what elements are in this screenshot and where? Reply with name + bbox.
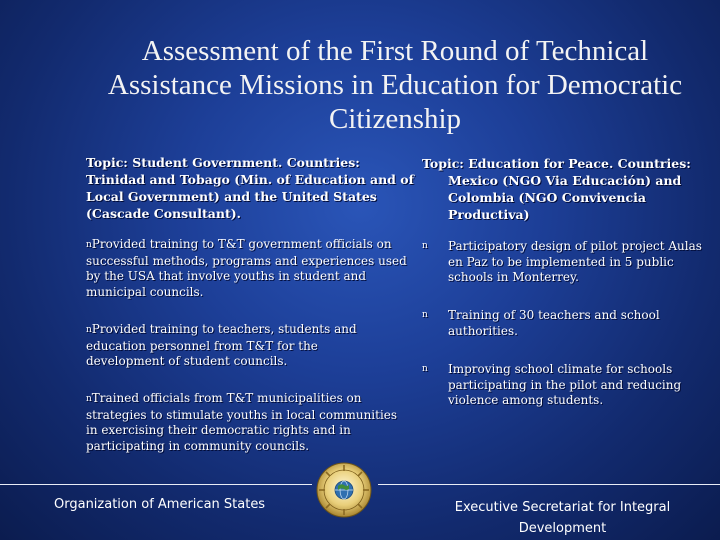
bullet-square-icon: n bbox=[86, 240, 92, 250]
title-line-2: Assistance Missions in Education for Democratic bbox=[107, 69, 683, 101]
left-bullet-2 bbox=[86, 322, 376, 370]
bullet-square-icon: n bbox=[86, 394, 92, 404]
bullet-square-icon: n bbox=[422, 364, 428, 374]
title-line-3: Citizenship bbox=[328, 103, 462, 135]
right-topic-line-2: Mexico (NGO Via Educación) and bbox=[448, 173, 682, 188]
left-bullet-2-text: Provided training to teachers, students and education personnel from T&T for the development of student councils. bbox=[86, 322, 357, 368]
left-bullet-1 bbox=[86, 237, 410, 300]
oas-seal-icon bbox=[316, 462, 372, 518]
footer-organization: Organization of American States bbox=[54, 497, 266, 512]
title-line-1: Assessment of the First Round of Technical bbox=[141, 35, 649, 67]
right-bullet-1-text: Participatory design of pilot project Aulas en Paz to be implemented in 5 public schools in Monterrey. bbox=[448, 239, 702, 284]
left-topic-line-1: Topic: Student Government. Countries: bbox=[86, 155, 360, 170]
left-topic-line-4: (Cascade Consultant). bbox=[86, 206, 242, 221]
footer-divider-left bbox=[0, 484, 312, 485]
right-bullet-2-text: Training of 30 teachers and school authorities. bbox=[448, 308, 660, 338]
right-bullet-3 bbox=[422, 362, 708, 409]
footer-divider-right bbox=[378, 484, 720, 485]
right-bullet-1 bbox=[422, 239, 708, 286]
left-column bbox=[86, 154, 416, 453]
left-topic-line-3: Local Government) and the United States bbox=[86, 189, 377, 204]
bullet-square-icon: n bbox=[422, 241, 428, 251]
left-bullet-3 bbox=[86, 391, 410, 454]
bullet-square-icon: n bbox=[86, 325, 92, 335]
right-topic-line-3: Colombia (NGO Convivencia bbox=[448, 190, 646, 205]
right-topic-line-4: Productiva) bbox=[448, 207, 530, 222]
right-topic bbox=[422, 155, 708, 223]
right-bullet-2 bbox=[422, 308, 682, 339]
left-bullet-3-text: Trained officials from T&T municipalities on strategies to stimulate youths in local communities in exercising their democratic rights and in participating in community councils. bbox=[86, 391, 398, 453]
footer-secretariat-line-2: Development bbox=[518, 521, 607, 536]
left-topic bbox=[86, 154, 416, 222]
left-topic-line-2: Trinidad and Tobago (Min. of Education and of bbox=[86, 172, 414, 187]
bullet-square-icon: n bbox=[422, 310, 428, 320]
slide-title bbox=[80, 34, 710, 136]
left-bullet-1-text: Provided training to T&T government officials on successful methods, programs and experiences used by the USA that involve youths in student and municipal councils. bbox=[86, 237, 407, 299]
right-bullet-3-text: Improving school climate for schools participating in the pilot and reducing violence among students. bbox=[448, 362, 682, 407]
footer-secretariat bbox=[435, 497, 690, 539]
footer-secretariat-line-1: Executive Secretariat for Integral bbox=[454, 500, 671, 515]
right-column bbox=[422, 155, 708, 407]
right-topic-line-1: Topic: Education for Peace. Countries: bbox=[422, 156, 691, 171]
